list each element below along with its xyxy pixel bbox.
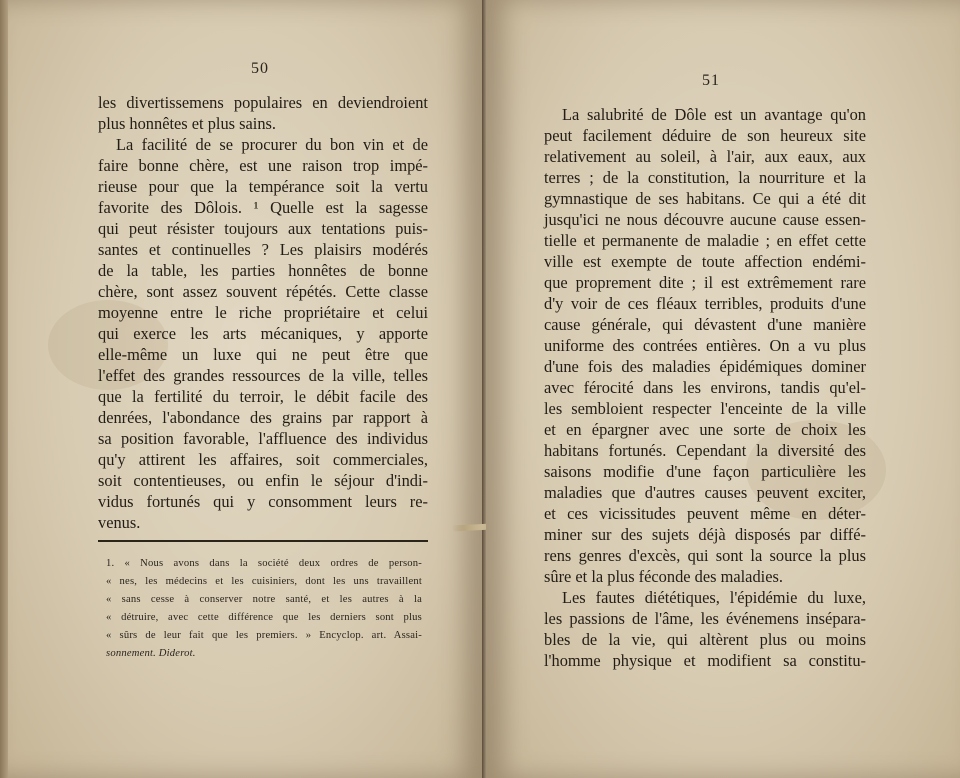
text-line: plus honnêtes et plus sains. bbox=[98, 114, 277, 133]
right-page bbox=[486, 0, 960, 778]
text-line: rens genres d'excès, qui sont la source la plus bbox=[544, 546, 866, 565]
text-line: santes et continuelles ? Les plaisirs modérés bbox=[98, 240, 428, 259]
left-page bbox=[8, 0, 482, 778]
footnote-line: « sûrs de leur fait que les premiers. » Encyclop. art. Assai- bbox=[106, 630, 422, 641]
text-line: et en épargner avec une sorte de choix les bbox=[544, 420, 866, 439]
text-line: favorite des Dôlois. ¹ Quelle est la sagesse bbox=[98, 198, 428, 217]
text-line: ville est exempte de toute affection endémi- bbox=[544, 252, 866, 271]
text-line: les divertissemens populaires en deviendroient bbox=[98, 93, 428, 112]
text-line: cause générale, qui dévastent d'une manière bbox=[544, 315, 866, 334]
text-line: bles de la vie, qui altèrent plus ou moins bbox=[544, 630, 866, 649]
text-line: que la fertilité du terroir, le débit facile des bbox=[98, 387, 428, 406]
page-number: 50 bbox=[251, 60, 269, 77]
text-line: soit contentieuses, ou enfin le séjour d'indi- bbox=[98, 471, 428, 490]
text-line: elle-même un luxe qui ne peut être que bbox=[98, 345, 428, 364]
text-line: maladies que d'autres causes peuvent exciter, bbox=[544, 483, 866, 502]
text-line: uniforme des contrées entières. On a vu plus bbox=[544, 336, 866, 355]
right-page-body bbox=[544, 104, 866, 671]
text-line: qui exerce les arts mécaniques, y apporte bbox=[98, 324, 428, 343]
text-line: tielle et permanente de maladie ; en effet cette bbox=[544, 231, 866, 250]
text-line: qu'y attirent les affaires, soit commerciales, bbox=[98, 450, 428, 469]
text-line: avec férocité dans les environs, tandis qu'el- bbox=[544, 378, 866, 397]
text-line: les sembloient respecter l'enceinte de la ville bbox=[544, 399, 866, 418]
text-line: les passions de l'âme, les événemens insépara- bbox=[544, 609, 866, 628]
text-line: d'une fois des maladies épidémiques dominer bbox=[544, 357, 866, 376]
footnote-line: « nes, les médecins et les cuisiniers, dont les uns travaillent bbox=[106, 576, 422, 587]
text-line: l'effet des grandes ressources de la ville, telles bbox=[98, 366, 428, 385]
text-line: que proprement dite ; il est extrêmement rare bbox=[544, 273, 866, 292]
text-line: d'y voir de ces fléaux terribles, produits d'une bbox=[544, 294, 866, 313]
text-line: rieuse pour que la tempérance soit la vertu bbox=[98, 177, 428, 196]
text-line: qui peut résister toujours aux tentations puis- bbox=[98, 219, 428, 238]
text-line: La salubrité de Dôle est un avantage qu'on bbox=[562, 105, 866, 124]
text-line: faire bonne chère, est une raison trop impé- bbox=[98, 156, 428, 175]
text-line: miner sur des sujets déjà disposés par diffé- bbox=[544, 525, 866, 544]
text-line: jusqu'ici ne nous découvre aucune cause essen- bbox=[544, 210, 866, 229]
text-line: de la table, les parties honnêtes de bonne bbox=[98, 261, 428, 280]
footnote bbox=[106, 555, 422, 663]
left-page-body bbox=[98, 92, 428, 533]
text-line: l'homme physique et modifient sa constitu- bbox=[544, 651, 866, 670]
text-line: relativement au soleil, à l'air, aux eaux, aux bbox=[544, 147, 866, 166]
text-line: vidus fortunés qui y consomment leurs re- bbox=[98, 492, 428, 511]
text-line: saisons modifie d'une façon particulière les bbox=[544, 462, 866, 481]
text-line: venus. bbox=[98, 513, 141, 532]
text-line: Les fautes diététiques, l'épidémie du luxe, bbox=[562, 588, 866, 607]
text-line: moyenne entre le riche propriétaire et celui bbox=[98, 303, 428, 322]
text-line: et ces vicissitudes peuvent même en déter- bbox=[544, 504, 866, 523]
text-line: gymnastique de ses habitans. Ce qui a été dit bbox=[544, 189, 866, 208]
text-line: chère, sont assez souvent répétés. Cette classe bbox=[98, 282, 428, 301]
footnote-divider bbox=[98, 540, 428, 542]
text-line: La facilité de se procurer du bon vin et de bbox=[116, 135, 428, 154]
footnote-line: « détruire, avec cette différence que les derniers sont plus bbox=[106, 612, 422, 623]
footnote-line: 1. « Nous avons dans la société deux ordres de person- bbox=[106, 558, 422, 569]
text-line: denrées, l'abondance des grains par rapport à bbox=[98, 408, 428, 427]
text-line: peut facilement déduire de son heureux site bbox=[544, 126, 866, 145]
text-line: sa position favorable, l'affluence des individus bbox=[98, 429, 428, 448]
page-number: 51 bbox=[702, 72, 720, 89]
footnote-line: sonnement. Diderot. bbox=[106, 648, 196, 659]
text-line: terres ; de la constitution, la nourriture et la bbox=[544, 168, 866, 187]
text-line: habitans fortunés. Cependant la diversité des bbox=[544, 441, 866, 460]
text-line: sûre et la plus féconde des maladies. bbox=[544, 567, 783, 586]
footnote-line: « sans cesse à conserver notre santé, et les autres à la bbox=[106, 594, 422, 605]
